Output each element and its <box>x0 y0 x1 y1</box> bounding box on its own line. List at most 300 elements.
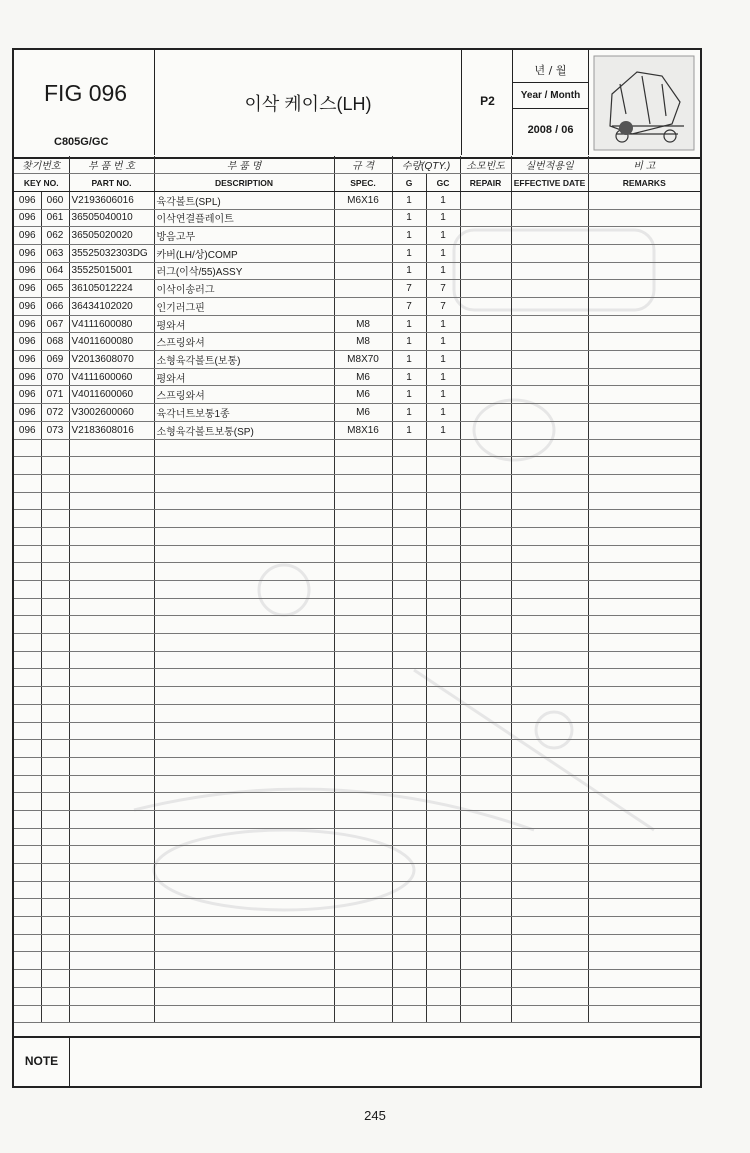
cell-remarks <box>588 970 700 988</box>
cell-desc <box>154 704 334 722</box>
table-row <box>14 191 700 209</box>
page-code: P2 <box>480 94 495 108</box>
cell-repair <box>460 704 511 722</box>
cell-g <box>392 545 426 563</box>
cell-gc <box>426 952 460 970</box>
cell-part <box>69 775 154 793</box>
cell-g <box>392 669 426 687</box>
cell-eff <box>511 970 588 988</box>
cell-gc <box>426 846 460 864</box>
cell-eff <box>511 881 588 899</box>
empty-row <box>14 439 700 457</box>
cell-g: 1 <box>392 209 426 227</box>
cell-desc <box>154 740 334 758</box>
col-part-en: PART NO. <box>69 174 154 192</box>
cell-part <box>69 740 154 758</box>
cell-repair <box>460 351 511 369</box>
cell-remarks <box>588 439 700 457</box>
header <box>14 50 700 159</box>
table-row <box>14 421 700 439</box>
cell-repair <box>460 280 511 298</box>
cell-fig <box>14 934 41 952</box>
cell-remarks <box>588 527 700 545</box>
cell-desc <box>154 527 334 545</box>
cell-gc <box>426 439 460 457</box>
cell-remarks <box>588 298 700 316</box>
cell-remarks <box>588 474 700 492</box>
empty-row <box>14 651 700 669</box>
cell-desc: 이삭연결플레이트 <box>154 209 334 227</box>
col-key-en: KEY NO. <box>14 174 69 192</box>
cell-g <box>392 740 426 758</box>
cell-eff <box>511 616 588 634</box>
cell-g <box>392 492 426 510</box>
cell-repair <box>460 244 511 262</box>
cell-gc <box>426 704 460 722</box>
empty-row <box>14 545 700 563</box>
cell-fig <box>14 474 41 492</box>
cell-key: 061 <box>41 209 69 227</box>
cell-remarks <box>588 351 700 369</box>
cell-gc: 1 <box>426 351 460 369</box>
cell-remarks <box>588 775 700 793</box>
cell-g <box>392 581 426 599</box>
cell-g <box>392 439 426 457</box>
cell-eff <box>511 209 588 227</box>
cell-spec <box>334 510 392 528</box>
cell-desc: 육각너트보통1종 <box>154 404 334 422</box>
page-title: 이삭 케이스(LH) <box>244 94 372 114</box>
cell-g: 1 <box>392 404 426 422</box>
cell-key <box>41 864 69 882</box>
cell-key: 064 <box>41 262 69 280</box>
figure-number: FIG 096 <box>44 80 128 106</box>
cell-spec <box>334 1005 392 1023</box>
cell-spec <box>334 492 392 510</box>
cell-g <box>392 457 426 475</box>
cell-gc: 7 <box>426 298 460 316</box>
cell-gc <box>426 793 460 811</box>
cell-remarks <box>588 598 700 616</box>
cell-gc <box>426 1005 460 1023</box>
cell-part <box>69 970 154 988</box>
cell-desc <box>154 757 334 775</box>
cell-key <box>41 492 69 510</box>
cell-key <box>41 810 69 828</box>
parts-table <box>14 156 700 1023</box>
empty-row <box>14 899 700 917</box>
cell-eff <box>511 457 588 475</box>
cell-remarks <box>588 881 700 899</box>
cell-eff <box>511 651 588 669</box>
cell-g <box>392 474 426 492</box>
cell-spec <box>334 439 392 457</box>
cell-part: V3002600060 <box>69 404 154 422</box>
cell-spec <box>334 262 392 280</box>
cell-part: V2013608070 <box>69 351 154 369</box>
col-spec-en: SPEC. <box>334 174 392 192</box>
cell-eff <box>511 386 588 404</box>
cell-spec <box>334 828 392 846</box>
cell-remarks <box>588 687 700 705</box>
cell-remarks <box>588 563 700 581</box>
cell-fig <box>14 669 41 687</box>
cell-spec <box>334 952 392 970</box>
cell-desc <box>154 793 334 811</box>
cell-remarks <box>588 209 700 227</box>
cell-key <box>41 563 69 581</box>
cell-eff <box>511 899 588 917</box>
cell-eff <box>511 545 588 563</box>
cell-spec <box>334 474 392 492</box>
cell-repair <box>460 581 511 599</box>
cell-gc <box>426 474 460 492</box>
col-key-ko: 찾기번호 <box>14 156 69 174</box>
cell-remarks <box>588 793 700 811</box>
cell-desc: 스프링와셔 <box>154 333 334 351</box>
cell-gc <box>426 581 460 599</box>
table-row <box>14 262 700 280</box>
cell-remarks <box>588 191 700 209</box>
cell-repair <box>460 740 511 758</box>
cell-eff <box>511 740 588 758</box>
empty-row <box>14 846 700 864</box>
cell-eff <box>511 474 588 492</box>
cell-desc <box>154 881 334 899</box>
table-row <box>14 209 700 227</box>
cell-desc: 평와셔 <box>154 368 334 386</box>
cell-remarks <box>588 846 700 864</box>
cell-repair <box>460 510 511 528</box>
cell-g <box>392 527 426 545</box>
cell-repair <box>460 262 511 280</box>
cell-fig: 096 <box>14 351 41 369</box>
cell-spec <box>334 598 392 616</box>
cell-spec <box>334 917 392 935</box>
cell-remarks <box>588 545 700 563</box>
cell-gc <box>426 881 460 899</box>
cell-g: 1 <box>392 262 426 280</box>
cell-g <box>392 634 426 652</box>
cell-g <box>392 864 426 882</box>
cell-desc <box>154 899 334 917</box>
cell-spec <box>334 527 392 545</box>
cell-desc: 이삭이송러그 <box>154 280 334 298</box>
cell-part <box>69 722 154 740</box>
cell-part: 36105012224 <box>69 280 154 298</box>
cell-part <box>69 687 154 705</box>
cell-key <box>41 581 69 599</box>
col-remarks-en: REMARKS <box>588 174 700 192</box>
empty-row <box>14 457 700 475</box>
table-row <box>14 351 700 369</box>
cell-eff <box>511 351 588 369</box>
cell-repair <box>460 439 511 457</box>
cell-remarks <box>588 616 700 634</box>
col-qty-gc: GC <box>426 174 460 192</box>
cell-eff <box>511 492 588 510</box>
cell-gc: 1 <box>426 333 460 351</box>
table-row <box>14 315 700 333</box>
cell-part <box>69 987 154 1005</box>
cell-desc: 평와셔 <box>154 315 334 333</box>
cell-fig <box>14 563 41 581</box>
cell-remarks <box>588 457 700 475</box>
cell-repair <box>460 970 511 988</box>
cell-g <box>392 846 426 864</box>
cell-gc: 1 <box>426 421 460 439</box>
cell-part <box>69 669 154 687</box>
cell-desc <box>154 474 334 492</box>
cell-remarks <box>588 899 700 917</box>
cell-gc: 1 <box>426 244 460 262</box>
cell-remarks <box>588 651 700 669</box>
cell-eff <box>511 333 588 351</box>
cell-repair <box>460 881 511 899</box>
table-row <box>14 298 700 316</box>
cell-part: V4111600080 <box>69 315 154 333</box>
cell-desc <box>154 545 334 563</box>
cell-remarks <box>588 404 700 422</box>
cell-part <box>69 810 154 828</box>
table-row <box>14 280 700 298</box>
cell-repair <box>460 527 511 545</box>
cell-spec <box>334 634 392 652</box>
cell-repair <box>460 1005 511 1023</box>
cell-spec <box>334 704 392 722</box>
cell-remarks <box>588 952 700 970</box>
year-month-value: 2008 / 06 <box>527 124 574 136</box>
empty-row <box>14 987 700 1005</box>
cell-g: 1 <box>392 421 426 439</box>
cell-eff <box>511 527 588 545</box>
cell-key <box>41 934 69 952</box>
cell-fig <box>14 651 41 669</box>
cell-desc <box>154 651 334 669</box>
cell-fig <box>14 846 41 864</box>
cell-repair <box>460 598 511 616</box>
cell-remarks <box>588 315 700 333</box>
cell-g <box>392 510 426 528</box>
cell-repair <box>460 209 511 227</box>
cell-remarks <box>588 828 700 846</box>
cell-repair <box>460 651 511 669</box>
cell-g <box>392 704 426 722</box>
cell-part <box>69 598 154 616</box>
cell-repair <box>460 934 511 952</box>
col-eff-ko: 실번적용일 <box>511 156 588 174</box>
col-desc-en: DESCRIPTION <box>154 174 334 192</box>
cell-spec <box>334 669 392 687</box>
cell-key <box>41 687 69 705</box>
cell-part: 36434102020 <box>69 298 154 316</box>
cell-g <box>392 970 426 988</box>
empty-row <box>14 474 700 492</box>
cell-eff <box>511 934 588 952</box>
cell-fig: 096 <box>14 244 41 262</box>
cell-g: 1 <box>392 191 426 209</box>
cell-part <box>69 651 154 669</box>
cell-repair <box>460 634 511 652</box>
cell-gc <box>426 828 460 846</box>
cell-desc <box>154 952 334 970</box>
cell-part <box>69 634 154 652</box>
empty-row <box>14 563 700 581</box>
cell-desc <box>154 563 334 581</box>
cell-key: 071 <box>41 386 69 404</box>
cell-part <box>69 563 154 581</box>
cell-eff <box>511 244 588 262</box>
cell-eff <box>511 722 588 740</box>
cell-desc <box>154 864 334 882</box>
empty-row <box>14 598 700 616</box>
cell-fig <box>14 581 41 599</box>
cell-part: 36505040010 <box>69 209 154 227</box>
cell-gc <box>426 545 460 563</box>
cell-key <box>41 527 69 545</box>
cell-remarks <box>588 386 700 404</box>
cell-fig <box>14 899 41 917</box>
cell-part <box>69 510 154 528</box>
cell-repair <box>460 722 511 740</box>
cell-desc <box>154 457 334 475</box>
cell-spec <box>334 563 392 581</box>
cell-spec <box>334 775 392 793</box>
cell-fig <box>14 987 41 1005</box>
cell-eff <box>511 563 588 581</box>
empty-row <box>14 757 700 775</box>
cell-repair <box>460 492 511 510</box>
note-label: NOTE <box>14 1038 70 1088</box>
cell-remarks <box>588 1005 700 1023</box>
cell-part <box>69 704 154 722</box>
cell-key <box>41 970 69 988</box>
empty-row <box>14 775 700 793</box>
cell-repair <box>460 828 511 846</box>
cell-desc <box>154 970 334 988</box>
cell-eff <box>511 262 588 280</box>
cell-eff <box>511 828 588 846</box>
cell-gc <box>426 457 460 475</box>
empty-row <box>14 616 700 634</box>
cell-spec <box>334 846 392 864</box>
cell-fig <box>14 828 41 846</box>
cell-fig: 096 <box>14 262 41 280</box>
cell-part: V4011600060 <box>69 386 154 404</box>
cell-fig: 096 <box>14 368 41 386</box>
cell-key: 065 <box>41 280 69 298</box>
cell-part: 35525032303DG <box>69 244 154 262</box>
cell-fig <box>14 775 41 793</box>
cell-repair <box>460 386 511 404</box>
table-row <box>14 368 700 386</box>
cell-repair <box>460 616 511 634</box>
cell-key <box>41 634 69 652</box>
cell-part <box>69 899 154 917</box>
cell-gc <box>426 775 460 793</box>
col-desc-ko: 부 품 명 <box>154 156 334 174</box>
cell-eff <box>511 634 588 652</box>
cell-key <box>41 474 69 492</box>
cell-desc <box>154 1005 334 1023</box>
cell-fig <box>14 970 41 988</box>
empty-row <box>14 687 700 705</box>
cell-repair <box>460 545 511 563</box>
cell-spec <box>334 545 392 563</box>
parts-sheet <box>12 48 702 1088</box>
cell-key <box>41 669 69 687</box>
table-row <box>14 333 700 351</box>
header-row-ko <box>14 156 700 174</box>
cell-gc <box>426 899 460 917</box>
cell-spec <box>334 227 392 245</box>
cell-fig <box>14 457 41 475</box>
empty-row <box>14 793 700 811</box>
cell-spec <box>334 740 392 758</box>
col-remarks-ko: 비 고 <box>588 156 700 174</box>
cell-fig: 096 <box>14 298 41 316</box>
cell-desc <box>154 492 334 510</box>
cell-part: V4111600060 <box>69 368 154 386</box>
cell-eff <box>511 810 588 828</box>
cell-g <box>392 757 426 775</box>
page-number: 245 <box>364 1108 386 1123</box>
cell-fig <box>14 722 41 740</box>
cell-gc <box>426 934 460 952</box>
cell-gc: 1 <box>426 368 460 386</box>
cell-remarks <box>588 280 700 298</box>
cell-gc <box>426 510 460 528</box>
cell-fig <box>14 952 41 970</box>
cell-gc: 1 <box>426 191 460 209</box>
empty-row <box>14 581 700 599</box>
cell-eff <box>511 917 588 935</box>
cell-desc: 카버(LH/상)COMP <box>154 244 334 262</box>
cell-repair <box>460 687 511 705</box>
cell-part <box>69 1005 154 1023</box>
empty-row <box>14 634 700 652</box>
cell-repair <box>460 864 511 882</box>
cell-fig <box>14 492 41 510</box>
cell-remarks <box>588 421 700 439</box>
cell-part <box>69 952 154 970</box>
cell-remarks <box>588 810 700 828</box>
cell-remarks <box>588 669 700 687</box>
cell-part: V4011600080 <box>69 333 154 351</box>
header-row-en <box>14 174 700 192</box>
cell-fig <box>14 510 41 528</box>
cell-desc <box>154 687 334 705</box>
cell-g <box>392 952 426 970</box>
cell-eff <box>511 439 588 457</box>
cell-g: 1 <box>392 227 426 245</box>
cell-repair <box>460 810 511 828</box>
cell-g <box>392 775 426 793</box>
cell-g <box>392 616 426 634</box>
cell-g <box>392 1005 426 1023</box>
cell-key <box>41 545 69 563</box>
cell-key <box>41 651 69 669</box>
cell-repair <box>460 669 511 687</box>
cell-fig: 096 <box>14 404 41 422</box>
cell-repair <box>460 457 511 475</box>
cell-desc <box>154 810 334 828</box>
cell-eff <box>511 227 588 245</box>
cell-key <box>41 704 69 722</box>
cell-spec: M6 <box>334 386 392 404</box>
cell-key: 073 <box>41 421 69 439</box>
cell-fig <box>14 545 41 563</box>
